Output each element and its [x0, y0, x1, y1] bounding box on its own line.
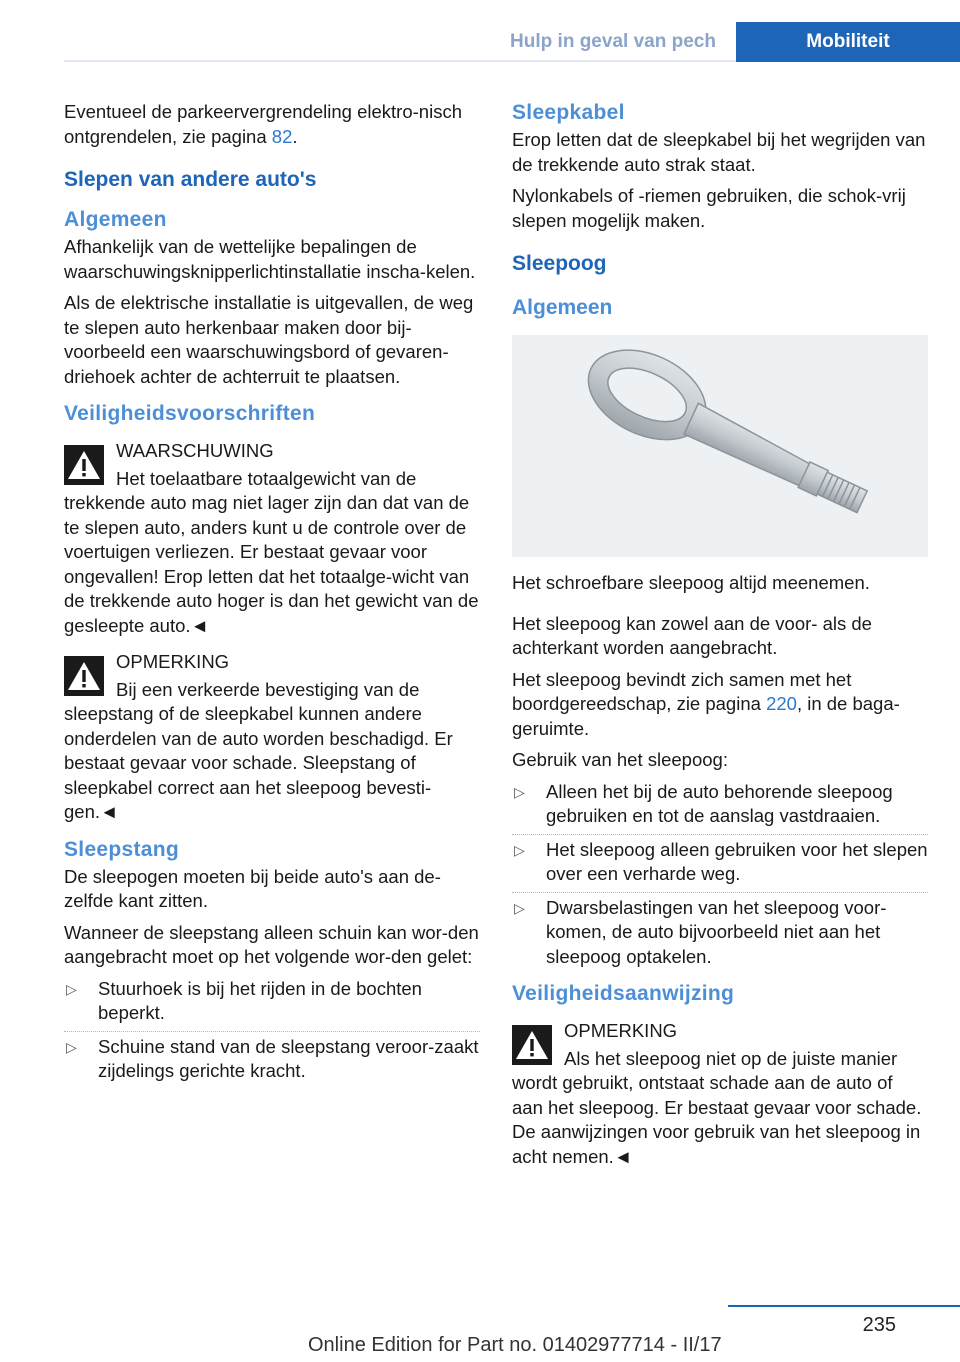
warning-title: OPMERKING — [116, 651, 230, 672]
page-link-82[interactable]: 82 — [271, 125, 293, 147]
heading-tow-cable: Sleepkabel — [512, 101, 625, 124]
header-section-title: Hulp in geval van pech — [510, 31, 716, 52]
towbar-list — [64, 977, 480, 1084]
heading-towbar: Sleepstang — [64, 837, 180, 861]
list-marker-icon: ▷ — [514, 899, 525, 916]
warning-block-2 — [64, 650, 480, 825]
eye-usage-list — [512, 780, 928, 970]
heading-towing-others: Slepen van andere auto's — [64, 168, 317, 191]
heading-safety-note: Veiligheidsaanwijzing — [512, 982, 735, 1005]
list-marker-icon: ▷ — [66, 980, 77, 997]
eye-paragraph-2: Het sleepoog kan zowel aan de voor- als de achterkant worden aangebracht. — [512, 612, 872, 658]
general-paragraph-1: Afhankelijk van de wettelijke bepalingen de waarschuwingsknipperlichtinstallatie inscha-kelen. — [64, 236, 476, 282]
eye-paragraph-3: Het sleepoog bevindt zich samen met het boordgereedschap, zie pagina 220, in de baga-geruimte. — [512, 668, 900, 739]
tow-eye-illustration — [512, 335, 928, 557]
left-column — [64, 100, 480, 1093]
towbar-paragraph-2: Wanneer de sleepstang alleen schuin kan wor-den aangebracht moet op het volgende wor-den gelet: — [64, 921, 479, 967]
list-item: ▷ Schuine stand van de sleepstang veroor-zaakt zijdelings gerichte kracht. — [66, 1035, 479, 1081]
list-item: ▷ Dwarsbelastingen van het sleepoog voor-komen, de auto bijvoorbeeld niet aan het sleepoog optakelen. — [514, 896, 887, 967]
warning-body: Het toelaatbare totaalgewicht van de trekkende auto mag niet lager zijn dan dat van de te slepen auto, anders kunt u de controle over de voertuigen verliezen. Er bestaat gevaar voor ongevallen! Erop letten dat het totaalge-wicht van de trekkende auto hoger is dan het gewicht van de gesleepte auto.◄ — [64, 467, 479, 636]
warning-title: WAARSCHUWING — [116, 440, 274, 461]
tow-eye-image — [512, 335, 928, 557]
cable-paragraph-1: Erop letten dat de sleepkabel bij het wegrijden van de trekkende auto strak staat. — [512, 129, 926, 175]
page-number-rule — [728, 1305, 960, 1307]
heading-safety-rules: Veiligheidsvoorschriften — [64, 402, 316, 425]
list-marker-icon: ▷ — [514, 783, 525, 800]
page-link-220[interactable]: 220 — [766, 693, 797, 714]
warning-title: OPMERKING — [564, 1020, 678, 1041]
list-item: ▷ Het sleepoog alleen gebruiken voor het slepen over een verharde weg. — [512, 838, 928, 887]
warning-triangle-icon — [64, 445, 104, 485]
towbar-paragraph-1: De sleepogen moeten bij beide auto's aan de-zelfde kant zitten. — [64, 865, 441, 911]
heading-tow-eye: Sleepoog — [512, 252, 607, 275]
list-item: ▷ Alleen het bij de auto behorende sleepoog gebruiken en tot de aanslag vastdraaien. — [512, 780, 928, 829]
footer-edition-text: Online Edition for Part no. 01402977714 - II/17 — [308, 1334, 722, 1356]
cable-paragraph-2: Nylonkabels of -riemen gebruiken, die schok-vrij slepen mogelijk maken. — [512, 185, 906, 231]
heading-general-right: Algemeen — [512, 296, 613, 319]
intro-paragraph: Eventueel de parkeervergrendeling elektro-nisch ontgrendelen, zie pagina 82. — [64, 101, 462, 147]
eye-paragraph-4: Gebruik van het sleepoog: — [512, 749, 728, 770]
warning-block-1 — [64, 439, 480, 638]
warning-body: Als het sleepoog niet op de juiste manier wordt gebruikt, ontstaat schade aan de auto of aan het sleepoog. Er bestaat gevaar voor schade. De aanwijzingen voor gebruik van het sleepoog in acht nemen.◄ — [512, 1047, 922, 1167]
warning-triangle-icon — [512, 1025, 552, 1065]
page-number: 235 — [862, 1314, 896, 1336]
heading-general: Algemeen — [64, 208, 167, 231]
warning-triangle-icon — [64, 656, 104, 696]
list-marker-icon: ▷ — [66, 1038, 77, 1055]
warning-body: Bij een verkeerde bevestiging van de sleepstang of de sleepkabel kunnen andere onderdelen van de auto worden beschadigd. Er bestaat gevaar voor schade. Sleepstang of sleepkabel correct aan het sleepoog bevesti-gen.◄ — [64, 678, 453, 822]
general-paragraph-2: Als de elektrische installatie is uitgevallen, de weg te slepen auto herkenbaar maken door bij-voorbeeld een waarschuwingsbord of gevaren-driehoek achter de achterruit te plaatsen. — [64, 292, 474, 387]
right-column — [512, 100, 928, 1177]
list-marker-icon: ▷ — [514, 841, 525, 858]
warning-block-3 — [512, 1019, 928, 1169]
list-item: ▷ Stuurhoek is bij het rijden in de bochten beperkt. — [64, 977, 480, 1026]
header-chapter-tab: Mobiliteit — [736, 22, 960, 62]
eye-paragraph-1: Het schroefbare sleepoog altijd meenemen. — [512, 572, 870, 593]
